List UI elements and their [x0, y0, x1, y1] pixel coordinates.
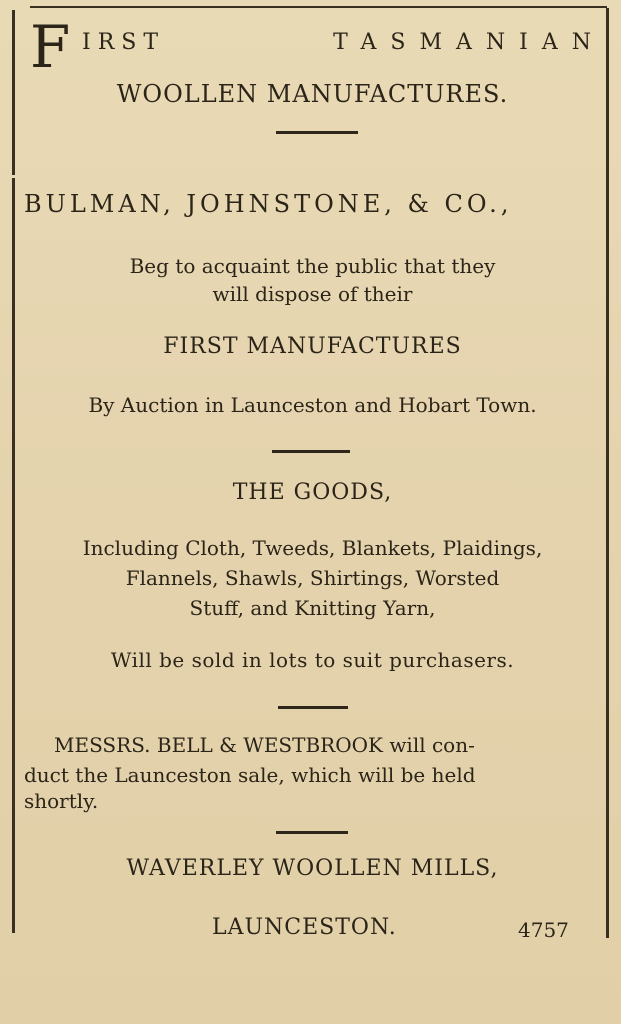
ad-number: 4757	[518, 918, 569, 942]
messrs-line-1: MESSRS. BELL & WESTBROOK will con-	[54, 733, 475, 757]
goods-line-3: Stuff, and Knitting Yarn,	[189, 596, 436, 620]
divider-rule-3	[278, 706, 348, 709]
intro-line-2: will dispose of their	[212, 282, 413, 306]
goods-heading: THE GOODS,	[232, 480, 393, 505]
mill-name: WAVERLEY WOOLLEN MILLS,	[126, 856, 499, 881]
column-rule-left-lower	[12, 178, 15, 933]
firm-name: BULMAN, JOHNSTONE, & CO.,	[24, 190, 513, 218]
first-manufactures-heading: FIRST MANUFACTURES	[163, 334, 462, 359]
column-rule-top	[30, 6, 607, 8]
sold-line: Will be sold in lots to suit purchasers.	[110, 648, 515, 672]
mill-location: LAUNCESTON.	[212, 915, 397, 940]
heading-dropcap: F	[30, 13, 71, 81]
messrs-line-2: duct the Launceston sale, which will be held	[24, 763, 476, 787]
heading-first: IRST	[82, 30, 165, 55]
goods-line-1: Including Cloth, Tweeds, Blankets, Plaidings,	[82, 536, 543, 560]
intro-line-1: Beg to acquaint the public that they	[129, 254, 496, 278]
heading-tasmanian: TASMANIAN	[333, 30, 605, 55]
subheading: WOOLLEN MANUFACTURES.	[116, 80, 509, 108]
messrs-line-3: shortly.	[24, 789, 99, 813]
divider-rule-1	[276, 131, 358, 134]
goods-line-2: Flannels, Shawls, Shirtings, Worsted	[125, 566, 500, 590]
heading-row	[20, 13, 605, 81]
auction-line: By Auction in Launceston and Hobart Town.	[88, 393, 537, 417]
divider-rule-4	[276, 831, 348, 834]
divider-rule-2	[272, 450, 350, 453]
column-rule-left-upper	[12, 10, 15, 175]
